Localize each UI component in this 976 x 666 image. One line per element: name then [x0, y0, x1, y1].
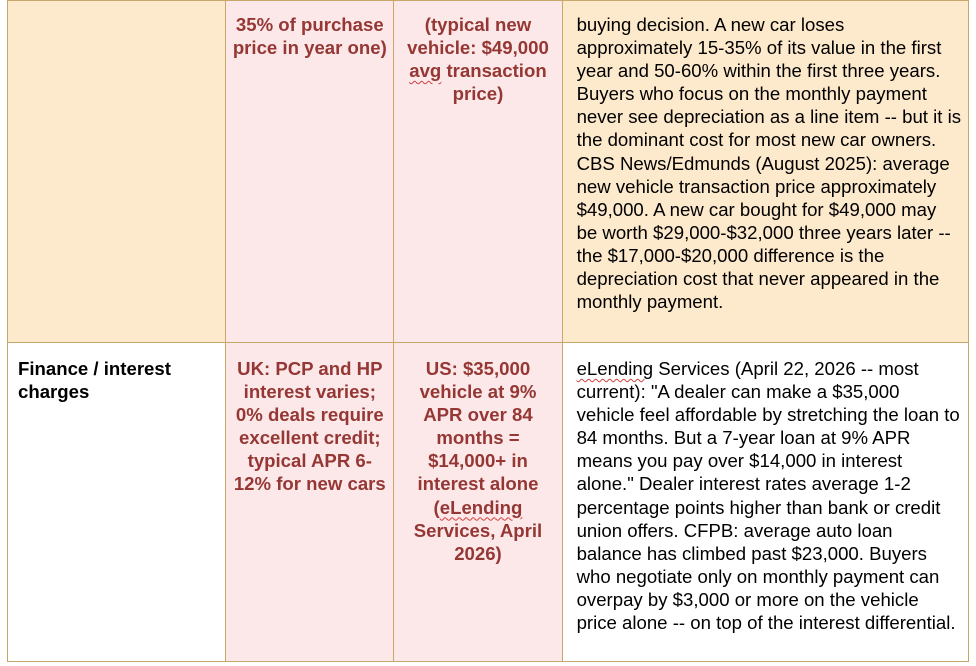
evidence-cell[interactable]	[562, 343, 968, 662]
us-example-text-part: (typical new vehicle: $49,000	[407, 14, 549, 59]
table-row-depreciation	[8, 1, 969, 343]
category-label	[8, 1, 225, 13]
category-label: Finance / interest charges	[18, 358, 171, 403]
spellcheck-flagged-word[interactable]: eLending	[439, 496, 523, 518]
spellcheck-flagged-word[interactable]: eLending	[576, 358, 654, 379]
evidence-text-part: Services (April 22, 2026 -- most current): "A dealer can make a $35,000 vehicle feel affordable by stretching the loan to 84 months. But a 7-year loan at 9% APR means you pay over $14,000 in interest alone." Dealer interest rates average 1-2 percentage points higher than bank or credit union offers. CFPB: average auto loan balance has climbed past $23,000. Buyers who negotiate only on monthly payment can overpay by $3,000 or more on the vehicle price alone -- on top of the interest differential.	[576, 358, 960, 634]
us-example-text-part: transaction price)	[441, 60, 547, 105]
uk-range-cell[interactable]	[226, 343, 394, 662]
us-example-text-part: Services, April 2026)	[413, 519, 543, 564]
us-example-text-part: US: $35,000 vehicle at 9% APR over 84 months = $14,000+ in interest alone (	[417, 358, 539, 518]
evidence-text-part: buying decision. A new car loses approximately 15-35% of its value in the first year and 50-60% within the first three years. Buyers who focus on the monthly payment never see depreciation as a line item -- but it is the dominant cost for most new car owners. CBS News/Edmunds (August 2025): average new vehicle transaction price approximately $49,000. A new car bought for $49,000 may be worth $29,000-$32,000 three years later -- the $17,000-$20,000 difference is the depreciation cost that never appeared in the monthly payment.	[576, 14, 962, 313]
uk-range-text: UK: PCP and HP interest varies; 0% deals require excellent credit; typical APR 6-12% for new cars	[233, 358, 386, 495]
cost-comparison-table	[7, 0, 969, 662]
us-example-cell[interactable]	[394, 1, 562, 343]
evidence-cell[interactable]	[562, 1, 968, 343]
evidence-text	[563, 343, 968, 634]
evidence-text	[563, 1, 968, 313]
uk-range-cell[interactable]	[226, 1, 394, 343]
us-example-text	[394, 343, 561, 565]
category-cell[interactable]	[8, 1, 226, 343]
us-example-text	[394, 1, 561, 105]
us-example-cell[interactable]	[394, 343, 562, 662]
uk-range-text: 35% of purchase price in year one)	[232, 14, 387, 59]
category-cell[interactable]	[8, 343, 226, 662]
spellcheck-flagged-word[interactable]: avg	[409, 60, 442, 82]
table-row-finance	[8, 343, 969, 662]
